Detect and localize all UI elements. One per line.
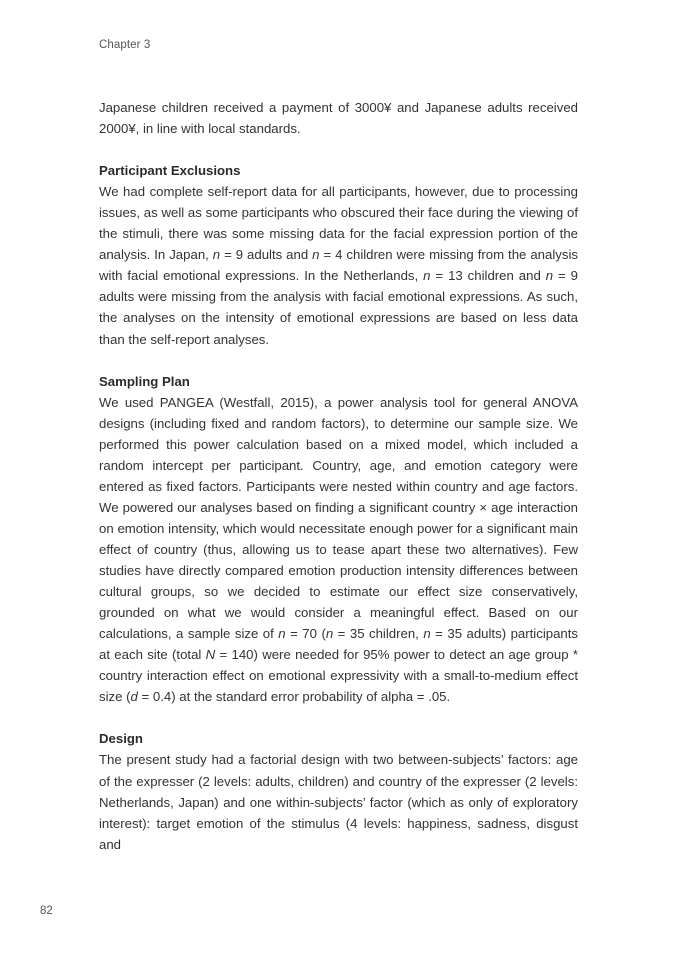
intro-paragraph: Japanese children received a payment of 3000¥ and Japanese adults received 2000¥, in line with local standards.	[99, 100, 578, 137]
text-run: = 13 children and	[430, 268, 546, 284]
text-run: = 140) were needed for 95% power to detect an age group * country interaction effect on emotional expressivity with a small-to-medium effect size (	[99, 647, 578, 705]
italic-symbol: N	[205, 647, 216, 663]
text-run: = 70 (	[285, 626, 326, 642]
text-run: = 35 adults) participants at each site (total	[99, 626, 579, 663]
design-paragraph: The present study had a factorial design with two between-subjects’ factors: age of the expresser (2 levels: adults, children) and country of the expresser (2 levels: Netherlands, Japan) and one within-subjects’ factor (which as only of exploratory interest): target emotion of the stimulus (4 levels: happiness, sadness, disgust and	[99, 752, 578, 852]
spacer	[99, 350, 578, 371]
running-header: Chapter 3	[99, 39, 151, 51]
text-run: We had complete self-report data for all participants, however, due to processing issues, as well as some participants who obscured their face during the viewing of the stimuli, there was some missing data for the facial expression portion of the analysis. In Japan,	[99, 184, 578, 263]
italic-symbol: n	[325, 626, 334, 642]
italic-symbol: n	[312, 247, 320, 263]
page-number: 82	[40, 905, 53, 917]
sampling-paragraph	[99, 392, 578, 708]
page-body	[99, 97, 578, 855]
spacer	[99, 707, 578, 728]
text-run: = 35 children,	[333, 626, 424, 642]
italic-symbol: n	[212, 247, 221, 263]
text-run: = 0.4) at the standard error probability of alpha = .05.	[137, 689, 451, 705]
text-run: = 9 adults were missing from the analysis with facial emotional expressions. As such, the analyses on the intensity of emotional expressions are based on less data than the self-report analyses.	[99, 268, 579, 347]
italic-symbol: d	[130, 689, 138, 705]
sampling-heading: Sampling Plan	[99, 373, 190, 389]
italic-symbol: n	[423, 626, 431, 642]
text-run: = 9 adults and	[220, 247, 313, 263]
text-run: = 4 children were missing from the analysis with facial emotional expressions. In the Netherlands,	[99, 247, 578, 284]
exclusions-heading: Participant Exclusions	[99, 163, 241, 179]
exclusions-paragraph	[99, 181, 578, 349]
italic-symbol: n	[545, 268, 554, 284]
design-heading: Design	[99, 731, 143, 747]
italic-symbol: n	[423, 268, 431, 284]
text-run: We used PANGEA (Westfall, 2015), a power analysis tool for general ANOVA designs (including fixed and random factors), to determine our sample size. We performed this power calculation based on a mixed model, which included a random intercept per participant. Country, age, and emotion category were entered as fixed factors. Participants were nested within country and age factors. We powered our analyses based on finding a significant country × age interaction on emotion intensity, which would necessitate enough power for a significant main effect of country (thus, allowing us to tease apart these two alternatives). Few studies have directly compared emotion production intensity differences between cultural groups, so we decided to estimate our effect size conservatively, grounded on what we would consider a meaningful effect. Based on our calculations, a sample size of	[99, 394, 578, 642]
italic-symbol: n	[278, 626, 286, 642]
spacer	[99, 139, 578, 160]
